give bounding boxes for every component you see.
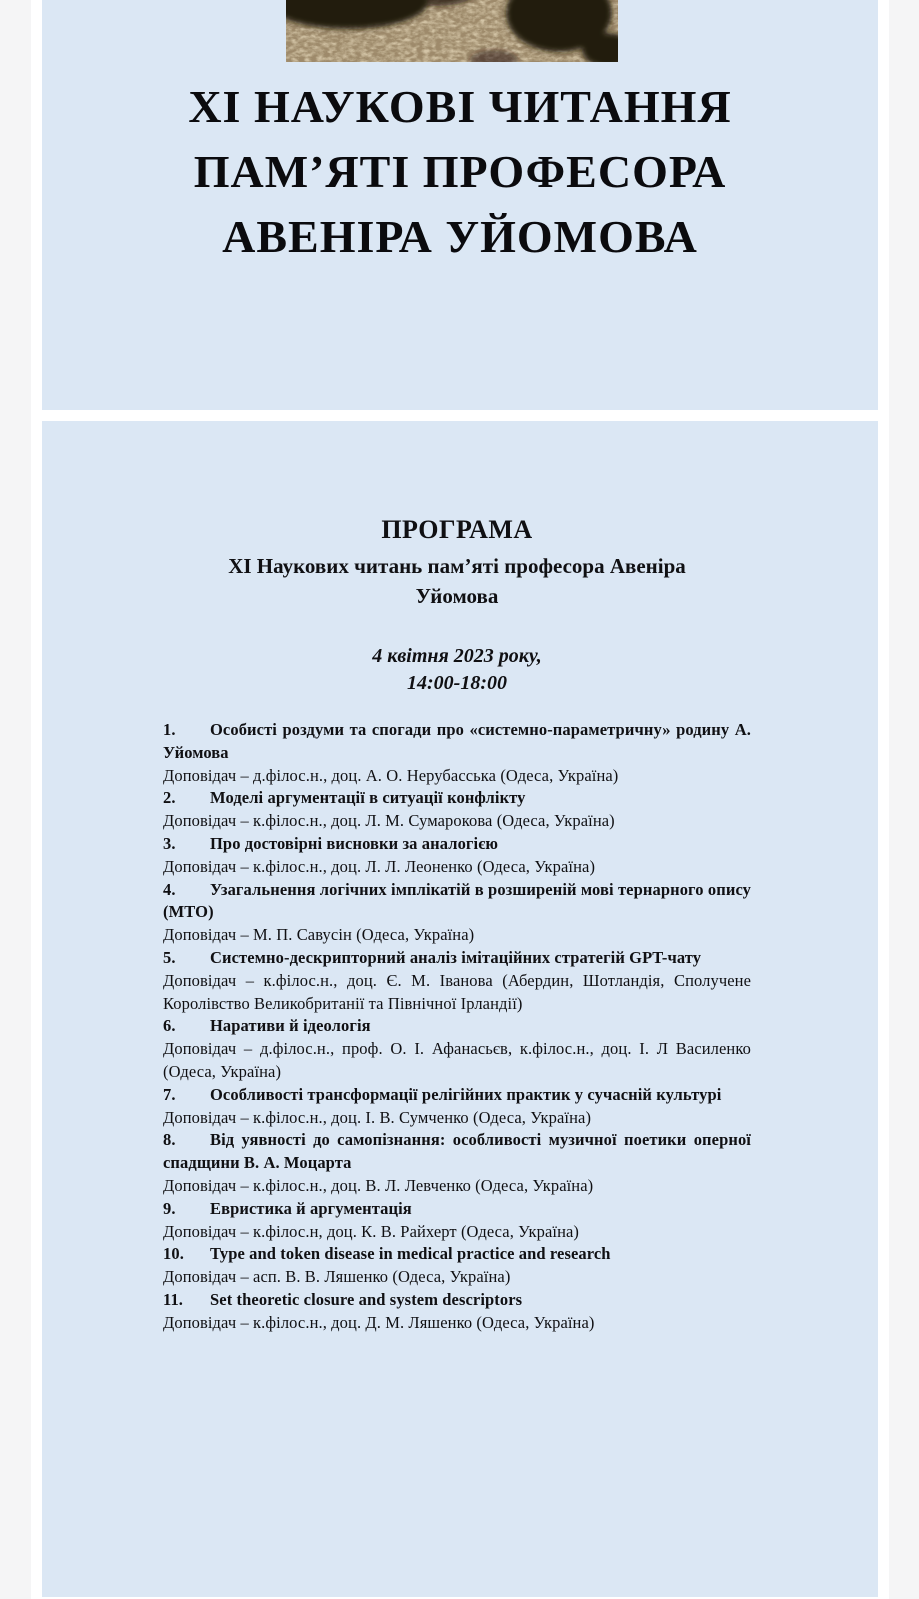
program-item-number: 4.	[163, 879, 176, 899]
program-item-speaker: Доповідач – д.філос.н., доц. А. О. Нерубасська (Одеса, Україна)	[163, 765, 619, 785]
cover-card	[42, 0, 878, 410]
program-subheading-line: Уйомова	[415, 584, 499, 608]
program-date: 4 квітня 2023 року,	[372, 645, 542, 667]
program-content	[42, 421, 878, 1335]
program-subheading-line: ХІ Наукових читань пам’яті професора Авеніра	[228, 554, 686, 578]
program-item-number: 1.	[163, 720, 176, 739]
program-item-speaker: Доповідач – к.філос.н., доц. І. В. Сумченко (Одеса, Україна)	[163, 1107, 592, 1127]
program-list	[163, 719, 751, 1335]
document-page	[31, 0, 889, 1599]
program-item-speaker: Доповідач – к.філос.н., доц. Є. М. Іванова (Абердин, Шотландія, Сполучене Королівство Великобританії та Північної Ірландії)	[163, 970, 751, 1013]
program-item-speaker: Доповідач – к.філос.н, доц. К. В. Райхерт (Одеса, Україна)	[163, 1221, 580, 1241]
program-item-speaker: Доповідач – к.філос.н., доц. Д. М. Ляшенко (Одеса, Україна)	[163, 1312, 595, 1332]
program-item-title: 2. Моделі аргументації в ситуації конфлікту	[163, 787, 751, 810]
program-item-speaker: Доповідач – асп. В. В. Ляшенко (Одеса, Україна)	[163, 1267, 511, 1287]
program-item-speaker: Доповідач – к.філос.н., доц. Л. Л. Леоненко (Одеса, Україна)	[163, 856, 596, 876]
memorial-photo	[286, 0, 618, 62]
cover-title-line: АВЕНІРА УЙОМОВА	[222, 211, 698, 262]
program-subheading	[163, 551, 751, 611]
program-heading: ПРОГРАМА	[381, 515, 533, 544]
program-item-title: 6. Наративи й ідеологія	[163, 1015, 751, 1038]
program-item-number: 10.	[163, 1244, 184, 1264]
cover-title	[42, 74, 878, 269]
program-item-number: 7.	[163, 1084, 176, 1104]
program-item-number: 11.	[163, 1289, 184, 1309]
program-item-title: 7. Особливості трансформації релігійних практик у сучасній культурі	[163, 1084, 751, 1107]
program-item-number: 8.	[163, 1130, 176, 1150]
program-item-title: 4. Узагальнення логічних імплікатій в розширеній мові тернарного опису (МТО)	[163, 879, 751, 922]
program-card	[42, 421, 878, 1597]
program-item-number: 6.	[163, 1016, 176, 1036]
program-item-speaker: Доповідач – д.філос.н., проф. О. І. Афанасьєв, к.філос.н., доц. І. Л Василенко (Одеса, Україна)	[163, 1039, 751, 1081]
program-item-title: 11. Set theoretic closure and system descriptors	[163, 1289, 751, 1312]
program-item-speaker: Доповідач – к.філос.н., доц. Л. М. Сумарокова (Одеса, Україна)	[163, 811, 615, 831]
program-item-number: 3.	[163, 833, 176, 853]
program-item-number: 5.	[163, 947, 176, 967]
program-item-number: 9.	[163, 1198, 176, 1218]
program-datetime	[163, 643, 751, 697]
program-item-number: 2.	[163, 788, 176, 808]
program-item-speaker: Доповідач – к.філос.н., доц. В. Л. Левченко (Одеса, Україна)	[163, 1175, 594, 1195]
program-item-title: 10. Type and token disease in medical practice and research	[163, 1243, 751, 1266]
cover-title-line: ПАМ’ЯТІ ПРОФЕСОРА	[193, 146, 727, 197]
program-item-title: 5. Системно-дескрипторний аналіз імітаційних стратегій GPT-чату	[163, 947, 751, 970]
program-item-title: 8. Від уявності до самопізнання: особливості музичної поетики оперної спадщини В. А. Моцарта	[163, 1130, 751, 1173]
cover-title-line: ХІ НАУКОВІ ЧИТАННЯ	[188, 81, 732, 132]
program-time: 14:00-18:00	[407, 672, 507, 694]
program-item-speaker: Доповідач – М. П. Савусін (Одеса, Україна)	[163, 925, 475, 945]
program-item-title: 1. Особисті роздуми та спогади про «системно-параметричну» родину А. Уйомова	[163, 720, 751, 762]
program-item-title: 9. Евристика й аргументація	[163, 1198, 751, 1221]
program-item-title: 3. Про достовірні висновки за аналогією	[163, 833, 751, 856]
